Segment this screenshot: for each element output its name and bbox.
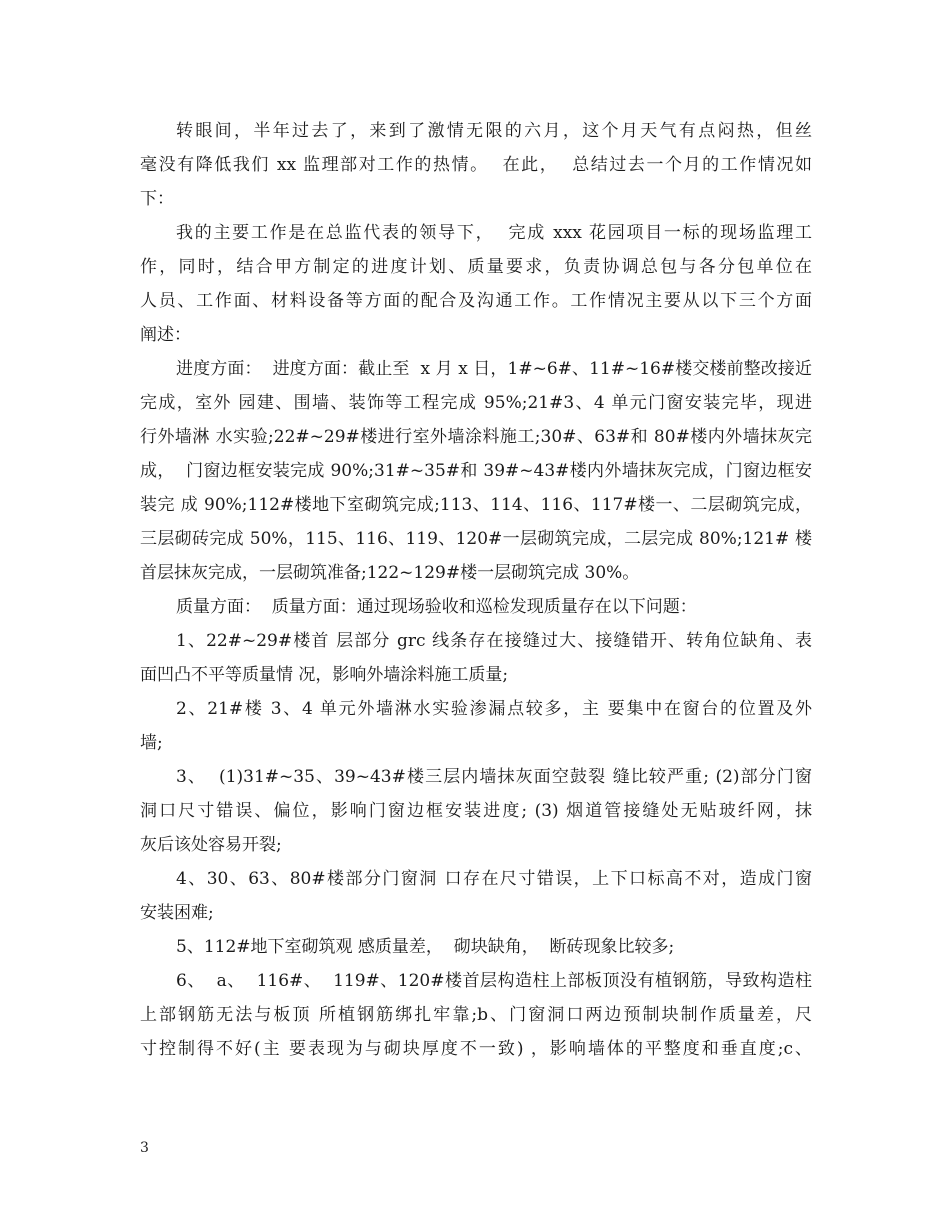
text-line: 3、 (1)31#~35、39~43#楼三层内墙抹灰面空鼓裂 缝比较严重; (2)部分门窗	[176, 767, 812, 787]
text-line: 安装困难;	[140, 903, 214, 923]
text-line: 上部钢筋无法与板顶 所植钢筋绑扎牢靠;b、门窗洞口两边预制块制作质量差，尺	[140, 1005, 812, 1025]
text-line: 我的主要工作是在总监代表的领导下， 完成 xxx 花园项目一标的现场监理工	[176, 223, 812, 243]
text-line: 灰后该处容易开裂;	[140, 835, 282, 855]
text-line: 6、 a、 116#、 119#、120#楼首层构造柱上部板顶没有植钢筋，导致构造柱	[176, 971, 812, 991]
paragraph-intro	[140, 114, 812, 216]
paragraph-issue-5	[140, 930, 812, 964]
text-line: 4、30、63、80#楼部分门窗洞 口存在尺寸错误，上下口标高不对，造成门窗	[176, 869, 812, 889]
text-line: 转眼间，半年过去了，来到了激情无限的六月，这个月天气有点闷热，但丝	[176, 121, 812, 141]
text-line: 成， 门窗边框安装完成 90%;31#~35#和 39#~43#楼内外墙抹灰完成，门窗边框安	[140, 461, 812, 481]
text-line: 装完 成 90%;112#楼地下室砌筑完成;113、114、116、117#楼一、二层砌筑完成，	[140, 495, 812, 515]
paragraph-issue-6	[140, 964, 812, 1066]
text-line: 进度方面： 进度方面：截止至 x 月 x 日，1#~6#、11#~16#楼交楼前整改接近	[176, 359, 812, 379]
text-line: 完成，室外 园建、围墙、装饰等工程完成 95%;21#3、4 单元门窗安装完毕，现进	[140, 393, 812, 413]
paragraph-issue-4	[140, 862, 812, 930]
text-line: 行外墙淋 水实验;22#~29#楼进行室外墙涂料施工;30#、63#和 80#楼内外墙抹灰完	[140, 427, 812, 447]
text-line: 5、112#地下室砌筑观 感质量差， 砌块缺角， 断砖现象比较多;	[176, 937, 675, 957]
text-line: 毫没有降低我们 xx 监理部对工作的热情。 在此， 总结过去一个月的工作情况如	[140, 155, 812, 175]
document-body	[140, 114, 812, 1066]
text-line: 1、22#~29#楼首 层部分 grc 线条存在接缝过大、接缝错开、转角位缺角、表	[176, 631, 812, 651]
text-line: 阐述：	[140, 325, 191, 345]
paragraph-quality-heading	[140, 590, 812, 624]
text-line: 质量方面： 质量方面：通过现场验收和巡检发现质量存在以下问题：	[176, 597, 697, 617]
text-line: 墙;	[140, 733, 163, 753]
paragraph-progress	[140, 352, 812, 590]
paragraph-issue-3	[140, 760, 812, 862]
page-number: 3	[140, 1140, 149, 1156]
paragraph-issue-1	[140, 624, 812, 692]
text-line: 人员、工作面、材料设备等方面的配合及沟通工作。工作情况主要从以下三个方面	[140, 291, 812, 311]
paragraph-issue-2	[140, 692, 812, 760]
text-line: 2、21#楼 3、4 单元外墙淋水实验渗漏点较多，主 要集中在窗台的位置及外	[176, 699, 812, 719]
text-line: 寸控制得不好(主 要表现为与砌块厚度不一致) ，影响墙体的平整度和垂直度;c、	[140, 1039, 812, 1059]
text-line: 作，同时，结合甲方制定的进度计划、质量要求，负责协调总包与各分包单位在	[140, 257, 812, 277]
text-line: 首层抹灰完成，一层砌筑准备;122~129#楼一层砌筑完成 30%。	[140, 563, 640, 583]
text-line: 下：	[140, 189, 174, 209]
paragraph-main-work	[140, 216, 812, 352]
text-line: 面凹凸不平等质量情 况，影响外墙涂料施工质量;	[140, 665, 509, 685]
text-line: 洞口尺寸错误、偏位，影响门窗边框安装进度; (3) 烟道管接缝处无贴玻纤网，抹	[140, 801, 812, 821]
text-line: 三层砌砖完成 50%，115、116、119、120#一层砌筑完成，二层完成 80%;121# 楼	[140, 529, 812, 549]
